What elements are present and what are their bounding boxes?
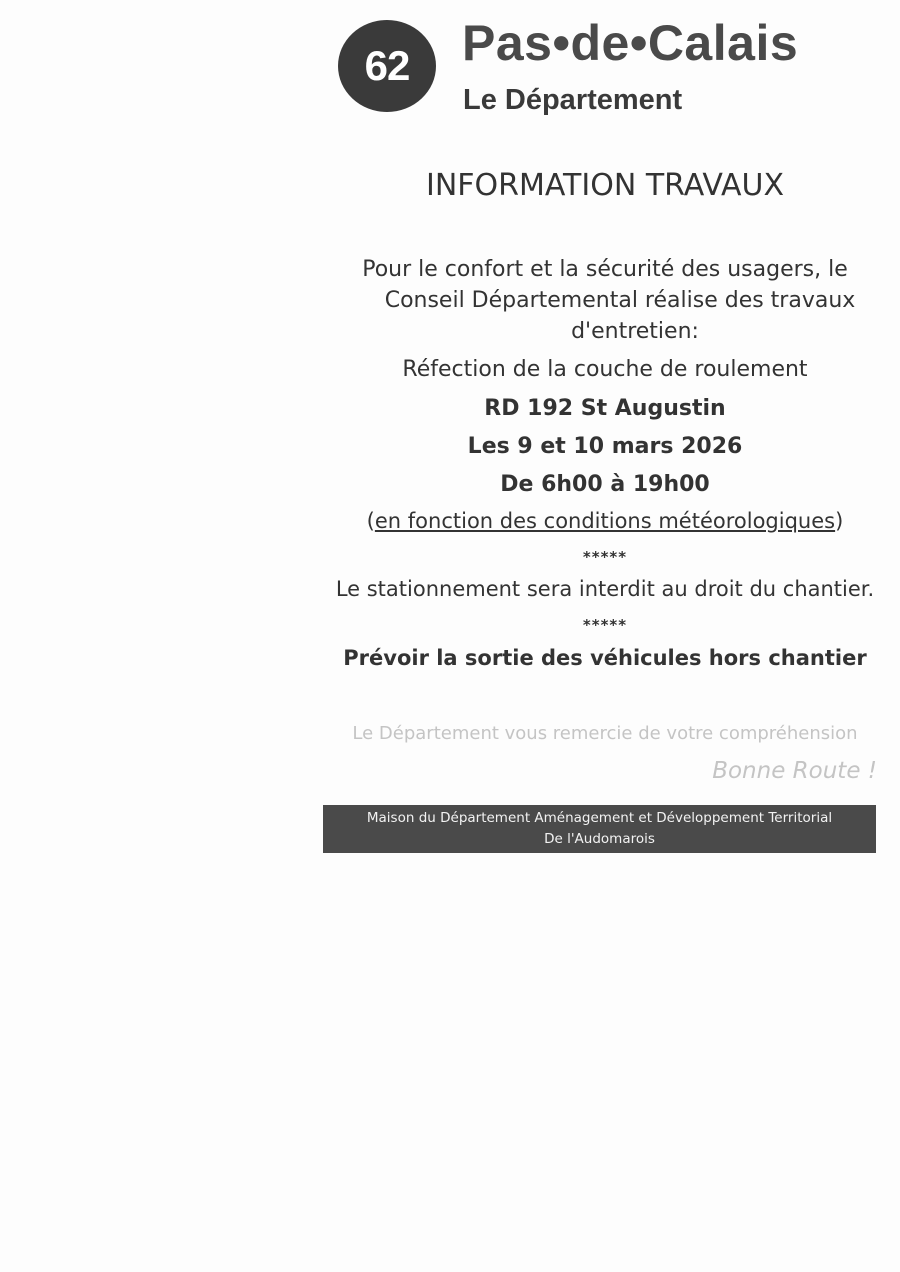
closing-message: Bonne Route ! — [712, 758, 877, 784]
weather-open-paren: ( — [366, 509, 375, 533]
notice-title: INFORMATION TRAVAUX — [425, 168, 785, 203]
road-name: RD 192 St Augustin — [484, 396, 726, 421]
work-hours: De 6h00 à 19h00 — [500, 472, 710, 497]
weather-condition: en fonction des conditions météorologiques — [374, 509, 836, 533]
thanks-message: Le Département vous remercie de votre compréhension — [352, 723, 858, 744]
intro-line-1: Pour le confort et la sécurité des usagers, le — [362, 257, 848, 282]
intro-line-3: d'entretien: — [571, 319, 699, 344]
parking-notice: Le stationnement sera interdit au droit du chantier. — [335, 577, 875, 601]
department-name: Pas•de•Calais — [462, 15, 799, 71]
intro-line-2: Conseil Départemental réalise des travaux — [384, 288, 856, 313]
notice-intro — [325, 254, 885, 347]
separator-2: ***** — [582, 616, 628, 634]
weather-note — [325, 509, 885, 533]
footer-line-2: De l'Audomarois — [544, 831, 655, 847]
weather-close-paren: ) — [835, 509, 844, 533]
footer-banner — [323, 805, 876, 853]
logo-number: 62 — [364, 42, 410, 89]
work-type: Réfection de la couche de roulement — [402, 357, 808, 382]
footer-line-1: Maison du Département Aménagement et Développement Territorial — [366, 810, 833, 826]
work-dates: Les 9 et 10 mars 2026 — [467, 434, 743, 459]
department-subtitle: Le Département — [463, 84, 683, 116]
separator-1: ***** — [582, 548, 628, 566]
vehicles-notice: Prévoir la sortie des véhicules hors chantier — [343, 646, 867, 670]
department-logo — [338, 20, 436, 112]
